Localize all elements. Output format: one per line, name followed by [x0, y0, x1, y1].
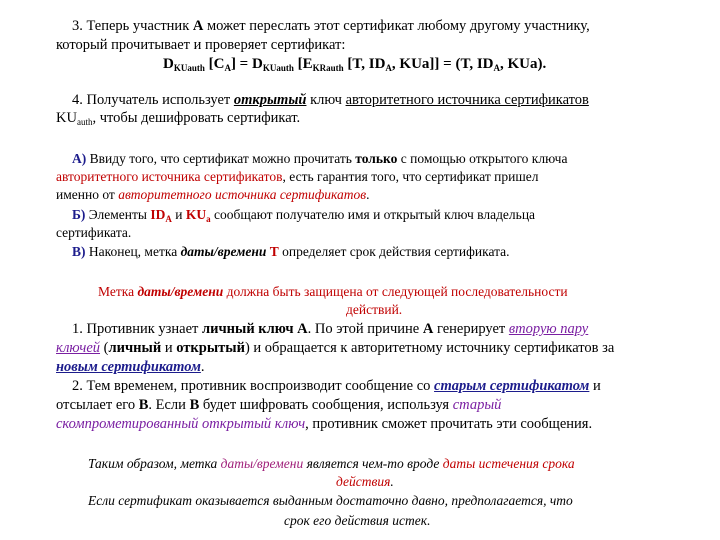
conclusion-line-3: Если сертификат оказывается выданным достаточно давно, предполагается, что	[88, 493, 573, 508]
item-b-line-2: сертификата.	[56, 225, 132, 240]
point-1-line-1: 1. Противник узнает личный ключ А. По этой причине А генерирует вторую пару	[72, 321, 589, 337]
item-b-line-1: Б) Элементы $ID_A$ и $KU_a$ сообщают получателю имя и открытый ключ владельца	[72, 207, 536, 224]
point-1-line-3: новым сертификатом.	[56, 359, 205, 375]
item-a-line-2: авторитетного источника сертификатов, есть гарантия того, что сертификат пришел	[56, 169, 539, 184]
section-4-line-2: $KU_{auth}$, чтобы дешифровать сертификат.	[56, 110, 301, 127]
section-3-line-1: 3. Теперь участник А может переслать этот сертификат любому другому участнику,	[72, 18, 590, 34]
point-2-line-3: скомпрометированный открытый ключ, противник сможет прочитать эти сообщения.	[56, 416, 593, 432]
item-a-line-1: А) Ввиду того, что сертификат можно прочитать только с помощью открытого ключа	[72, 151, 568, 166]
section-3-line-2: который прочитывает и проверяет сертификат:	[56, 37, 346, 53]
section-4-line-1: 4. Получатель использует открытый ключ авторитетного источника сертификатов	[72, 92, 589, 108]
conclusion-line-2: действия.	[336, 474, 394, 489]
conclusion-line-1: Таким образом, метка даты/времени является чем-то вроде даты истечения срока	[88, 456, 575, 471]
conclusion-line-4: срок его действия истек.	[284, 513, 431, 528]
item-v-line-1: В) Наконец, метка даты/времени Т определяет срок действия сертификата.	[72, 244, 510, 259]
point-2-line-1: 2. Тем временем, противник воспроизводит сообщение со старым сертификатом и	[72, 378, 601, 394]
formula: $D_{KUauth}$ $[C_A] = D_{KUauth}$ [$E_{KRauth}$ [T, $ID_A$, KUa]] = (T, $ID_A$, KUa).	[163, 56, 547, 73]
point-2-line-2: отсылает его В. Если В будет шифровать сообщения, используя старый	[56, 397, 502, 413]
warning-line-2: действий.	[346, 302, 403, 317]
warning-line-1: Метка даты/времени должна быть защищена от следующей последовательности	[98, 284, 568, 299]
point-1-line-2: ключей (личный и открытый) и обращается к авторитетному источнику сертификатов за	[56, 340, 615, 356]
item-a-line-3: именно от авторитетного источника сертификатов.	[56, 187, 370, 202]
